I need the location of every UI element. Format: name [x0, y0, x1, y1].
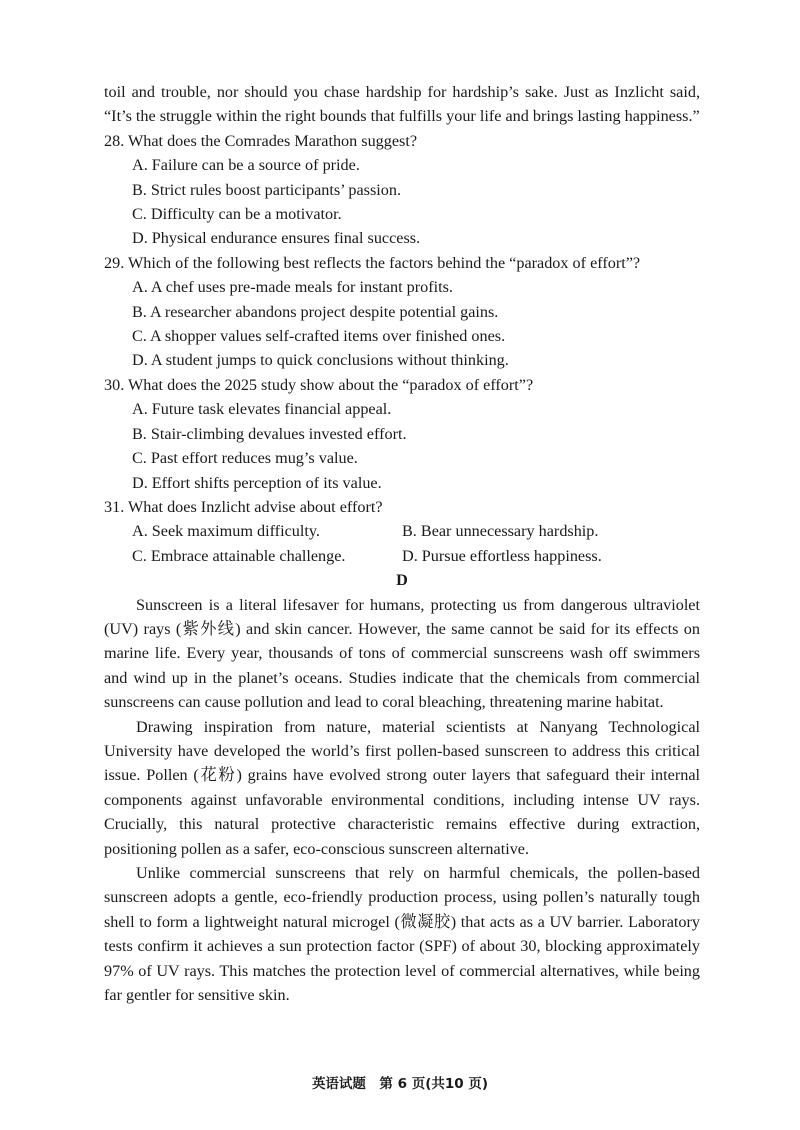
- option-c: C. Embrace attainable challenge.: [132, 546, 346, 565]
- exam-page: [104, 80, 700, 1007]
- question-29: [104, 251, 700, 373]
- section-d-title: D: [396, 571, 408, 590]
- question-stem: 29. Which of the following best reflects the factors behind the “paradox of effort”?: [104, 253, 641, 272]
- option-d: D. Pursue effortless happiness.: [402, 546, 602, 565]
- question-30: [104, 373, 700, 495]
- option-c: C. Difficulty can be a motivator.: [132, 205, 342, 224]
- option-d: D. Physical endurance ensures final success.: [132, 229, 421, 248]
- option-row: [104, 519, 700, 543]
- option-b: B. Stair-climbing devalues invested effort.: [132, 424, 407, 443]
- page-footer: 英语试题 第 6 页(共10 页): [311, 1076, 489, 1092]
- option-a: A. Failure can be a source of pride.: [132, 156, 360, 175]
- option-d: D. Effort shifts perception of its value.: [132, 473, 382, 492]
- question-28: [104, 129, 700, 251]
- option-a: A. A chef uses pre-made meals for instant profits.: [132, 278, 453, 297]
- passage-d-paragraph: Drawing inspiration from nature, material scientists at Nanyang Technological University have developed the world’s first pollen-based sunscreen to address this critical issue. Pollen (花粉) grains have evolved strong outer layers that safeguard their internal components against unfavorable environmental conditions, including intense UV rays. Crucially, this natural protective characteristic remains effective during extraction, positioning pollen as a safer, eco-conscious sunscreen alternative.: [104, 717, 700, 858]
- question-stem: 31. What does Inzlicht advise about effort?: [104, 497, 383, 516]
- question-31: [104, 495, 700, 568]
- option-b: B. A researcher abandons project despite potential gains.: [132, 302, 499, 321]
- option-c: C. Past effort reduces mug’s value.: [132, 449, 358, 468]
- question-stem: 28. What does the Comrades Marathon suggest?: [104, 131, 418, 150]
- option-a: A. Seek maximum difficulty.: [132, 522, 320, 541]
- option-row: [104, 544, 700, 568]
- passage-d-paragraph: Sunscreen is a literal lifesaver for humans, protecting us from dangerous ultraviolet (UV) rays (紫外线) and skin cancer. However, the same cannot be said for its effects on marine life. Every year, thousands of tons of commercial sunscreens wash off swimmers and wind up in the planet’s oceans. Studies indicate that the chemicals from commercial sunscreens can cause pollution and lead to coral bleaching, threatening marine habitat.: [104, 595, 700, 712]
- option-c: C. A shopper values self-crafted items over finished ones.: [132, 327, 506, 346]
- question-stem: 30. What does the 2025 study show about the “paradox of effort”?: [104, 375, 534, 394]
- option-a: A. Future task elevates financial appeal.: [132, 400, 392, 419]
- option-d: D. A student jumps to quick conclusions without thinking.: [132, 351, 509, 370]
- option-b: B. Strict rules boost participants’ passion.: [132, 180, 402, 199]
- passage-c-tail: toil and trouble, nor should you chase hardship for hardship’s sake. Just as Inzlicht said, “It’s the struggle within the right bounds that fulfills your life and brings lasting happiness.”: [104, 83, 700, 126]
- option-b: B. Bear unnecessary hardship.: [402, 522, 599, 541]
- passage-d-paragraph: Unlike commercial sunscreens that rely on harmful chemicals, the pollen-based sunscreen adopts a gentle, eco-friendly production process, using pollen’s naturally tough shell to form a lightweight natural microgel (微凝胶) that acts as a UV barrier. Laboratory tests confirm it achieves a sun protection factor (SPF) of about 30, blocking approximately 97% of UV rays. This matches the protection level of commercial alternatives, while being far gentler for sensitive skin.: [104, 864, 700, 1005]
